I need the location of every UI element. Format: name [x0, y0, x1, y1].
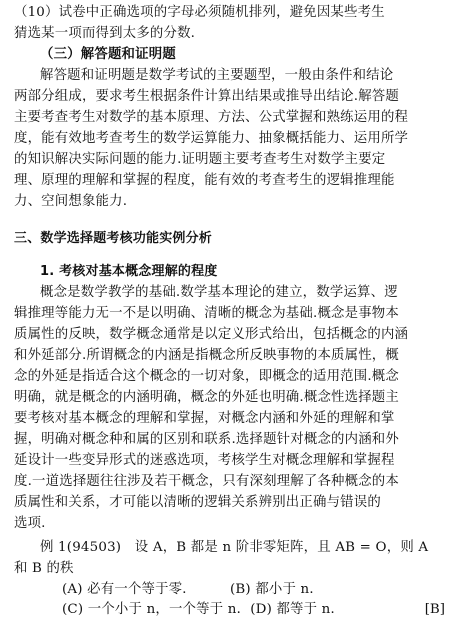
- answer-label: [B]: [424, 602, 445, 617]
- text-line: 要考核对基本概念的理解和掌握，对概念内涵和外延的理解和掌: [14, 411, 395, 426]
- example-question: 例 1(94503) 设 A，B 都是 n 阶非零矩阵，且 AB = O，则 A: [40, 540, 429, 555]
- chapter-heading: 三、数学选择题考核功能实例分析: [14, 231, 213, 246]
- text-line: 解答题和证明题是数学考试的主要题型，一般由条件和结论: [40, 68, 394, 83]
- options-cd: (C) 一个小于 n，一个等于 n．(D) 都等于 n．: [62, 602, 345, 617]
- text-line: 质属性和关系，才可能以清晰的逻辑关系辨别出正确与错误的: [14, 495, 381, 510]
- text-line: 和外延部分.所谓概念的内涵是指概念所反映事物的本质属性，概: [14, 348, 399, 363]
- options-ab: (A) 必有一个等于零． (B) 都小于 n．: [62, 582, 323, 597]
- text-line: 质属性的反映，数学概念通常是以定义形式给出，包括概念的内涵: [14, 327, 409, 342]
- text-line: 辑推理等能力无一不是以明确、清晰的概念为基础.概念是事物本: [14, 306, 399, 321]
- text-line: （10）试卷中正确选项的字母必须随机排列，避免因某些考生: [14, 5, 385, 20]
- subsection-heading: 1. 考核对基本概念理解的程度: [40, 264, 218, 279]
- text-line: 度.一道选择题往往涉及若干概念，只有深刻理解了各种概念的本: [14, 474, 399, 489]
- text-line: 概念是数学教学的基础.数学基本理论的建立，数学运算、逻: [40, 285, 398, 300]
- text-line: 力、空间想象能力.: [14, 194, 128, 209]
- text-line: 握，明确对概念种和属的区别和联系.选择题针对概念的内涵和外: [14, 432, 399, 447]
- text-line: 理、原理的理解和掌握的程度，能有效的考查考生的逻辑推理能: [14, 173, 395, 188]
- text-line: 延设计一些变异形式的迷惑选项，考核学生对概念理解和掌握程: [14, 453, 395, 468]
- text-line: 的知识解决实际问题的能力.证明题主要考查考生对数学主要定: [14, 152, 386, 167]
- text-line: 两部分组成，要求考生根据条件计算出结果或推导出结论.解答题: [14, 89, 399, 104]
- text-line: 度，能有效地考查考生的数学运算能力、抽象概括能力、运用所学: [14, 131, 409, 146]
- text-line: 主要考查考生对数学的基本原理、方法、公式掌握和熟练运用的程: [14, 110, 409, 125]
- text-line: 选项.: [14, 516, 46, 531]
- text-line: 猜选某一项而得到太多的分数.: [14, 26, 196, 41]
- example-question-cont: 和 B 的秩: [14, 561, 74, 576]
- text-line: 明确，就是概念的内涵明确，概念的外延也明确.概念性选择题主: [14, 390, 399, 405]
- section-heading: （三）解答题和证明题: [40, 46, 176, 62]
- text-line: 念的外延是指适合这个概念的一切对象，即概念的适用范围.概念: [14, 369, 399, 384]
